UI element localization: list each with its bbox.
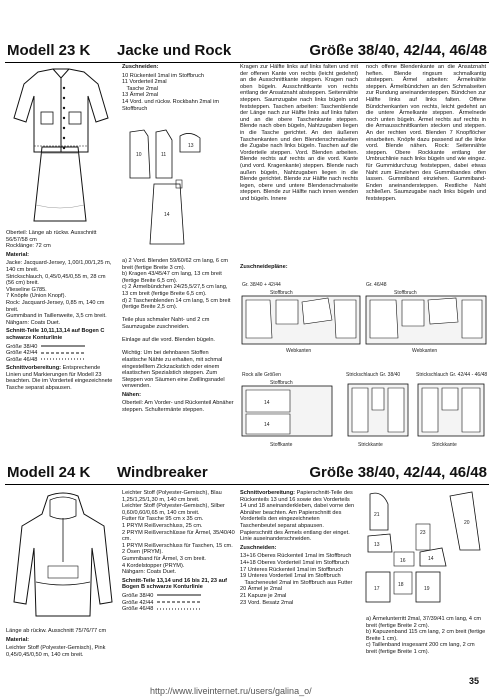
piece-label-14: 14 <box>164 212 170 218</box>
m24-cut-item: Tascheneutel 2mal im Stoffbruch aus Futter <box>240 579 353 586</box>
m23-skirt-drawing <box>20 145 100 225</box>
m24-mid-column <box>122 490 236 615</box>
plan1-label: Gr. 38/40 + 42/44 <box>242 282 281 288</box>
m23-pattern-pieces <box>124 128 232 248</box>
m23-cut-item: 13 Ärmel 2mal <box>122 92 159 99</box>
m23-garment-name: Jacke und Rock <box>117 42 232 59</box>
m24-garment-name: Windbreaker <box>117 464 208 481</box>
m23-cutting-plan-rock <box>240 370 340 450</box>
strick1-strickkante: Strickkante <box>358 442 383 448</box>
m23-header <box>5 40 489 63</box>
piece-label-10: 10 <box>136 152 142 158</box>
page-number: 35 <box>469 676 480 686</box>
m23-cut-column <box>122 64 234 114</box>
m24-windbreaker-drawing <box>8 492 118 622</box>
m24-sizes: Größe 38/40, 42/44, 46/48 <box>309 464 487 481</box>
m23-mid-text: a) 2 Vord. Blenden 59/60/62 cm lang, 6 cm breit (fertige Breite 3 cm). b) Kragen 43/45/47 cm lang, 13 cm breit (fertige Breite 6,5 cm). c) 2 Ärmelbündchen 24/25,5/27,5 cm lang, 13 cm breit (fertige Breite 6,5 cm). d) 2 Taschenblenden 14 cm lang, 5 cm breit (fertige Breite 2,5 cm). Teile plus schmaler Naht- und 2 cm Saumzugabe zuschneiden. Einlage auf die vord. Blenden bügeln. Wichtig: Um bei dehnbaren Stoffen elastische Nähte zu erhalten, mit schmal eingestelltem Zickzackstich oder einem elastischen Spezialstich steppen. Zum Steppen von Säumen eine Zwillingsnadel verwenden. <box>122 258 231 390</box>
strick1-heading: Strickschlauch Gr. 38/40 <box>346 372 401 378</box>
legend-line-dashed <box>41 351 85 355</box>
m23-cut-item: 11 Vorderteil 2mal <box>122 79 167 86</box>
legend-size-42: Größe 42/44 <box>122 599 154 606</box>
m23-parts-heading: Schnitt-Teile 10,11,13,14 auf Bogen C schwarze Konturlinie <box>6 328 105 341</box>
m24-right-column <box>366 616 486 658</box>
m23-model-title: Modell 23 K <box>7 42 91 59</box>
plan2-label: Gr. 46/48 <box>366 282 387 288</box>
m24-cut-item: 14+18 Oberes Vorderteil 1mal im Stoffbruch <box>240 559 349 566</box>
m24-cut-heading: Zuschneiden: <box>240 544 277 551</box>
m23-naehen-heading: Nähen: <box>122 391 141 398</box>
legend-line-solid <box>157 593 201 597</box>
piece-label-19: 19 <box>424 586 430 592</box>
m23-left-column <box>6 230 114 394</box>
m23-caption: Oberteil: Länge ab rückw. Ausschnitt 56/57/58 cm Rocklänge: 72 cm <box>6 230 97 250</box>
strick2-heading: Strickschlauch Gr. 42/44 - 46/48 <box>416 372 488 378</box>
m24-left-column <box>6 628 120 660</box>
m23-cutting-plan-strick2 <box>414 370 488 450</box>
m24-parts-heading: Schnitt-Teile 13,14 und 16 bis 21, 23 auf Bogen B schwarze Konturlinie <box>122 577 227 591</box>
m23-jacket-drawing <box>8 66 114 154</box>
m23-plans-heading: Zuschneidepläne: <box>240 264 288 270</box>
m24-header <box>5 462 489 485</box>
m24-prep-text: Papierschnitt-Teile des Rückenteils 13 und 16 sowie des Vorderteils 14 und 18 aneinanderkleben, dabei vorne den Abnäher beachten. Am Papierschnitt des Vorderteils den eingezeichneten Taschenbeutel separat abpausen. Papierschnitt des Ärmels entlang der einget. Linie auseinanderschneiden. <box>240 490 355 543</box>
m23-plans <box>240 264 480 273</box>
plan1-webkanten: Webkanten <box>286 348 312 354</box>
piece-label-16: 16 <box>400 558 406 564</box>
m23-material-heading: Material: <box>6 251 30 258</box>
plan1-stoffbruch: Stoffbruch <box>270 290 293 296</box>
legend-line-dashed <box>157 600 201 604</box>
rock-heading: Rock alle Größen <box>242 372 281 378</box>
m23-cutting-plan-2 <box>364 280 488 356</box>
rock-stoffkante: Stoffkante <box>270 442 293 448</box>
m24-cut-item: 23 Vord. Besatz 2mal <box>240 599 294 606</box>
m23-naehen-text: Oberteil: Am Vorder- und Rückenteil Abnäher steppen. Schultermänte steppen. <box>122 400 234 414</box>
m23-material-text: Jacke: Jacquard-Jersey, 1,00/1,00/1,25 m, 140 cm breit. Strickschlauch, 0,45/0,45/0,55 m, 28 cm (56 cm) breit. Vlieseline G785. 7 Knöpfe (Union Knopf). Rock: Jacquard-Jersey, 0,85 m, 140 cm breit. Gummiband in Taillenweite, 3,5 cm breit. Nähgarn: Coats Duet. <box>6 260 112 326</box>
m24-cut-item: 21 Kapuze je 2mal <box>240 592 287 599</box>
m24-cut-item: 19 Unteres Vorderteil 1mal im Stoffbruch <box>240 573 341 580</box>
legend-size-42: Größe 42/44 <box>6 350 38 357</box>
m24-cut-item: 20 Ärmel je 2mal <box>240 586 282 593</box>
m24-prep-heading: Schnittvorbereitung: <box>240 490 296 496</box>
m23-sizes: Größe 38/40, 42/44, 46/48 <box>309 42 487 59</box>
m24-model-title: Modell 24 K <box>7 464 91 481</box>
m23-cut-item: Tasche 2mal <box>122 85 158 92</box>
legend-line-solid <box>41 344 85 348</box>
piece-label-23: 23 <box>420 530 426 536</box>
piece-label-13: 13 <box>374 542 380 548</box>
m23-mid-column <box>122 258 234 416</box>
rock-stoffbruch: Stoffbruch <box>270 380 293 386</box>
m24-material-list: Leichter Stoff (Polyester-Gemisch), Blau 1,25/1,25/1,30 m, 140 cm breit. Leichter Stoff (Polyester-Gemisch), Silber 0,60/0,60/0,65 m, 140 cm breit. Futter für Tasche 95 cm x 35 cm. 1 PRYM Reißverschluss, 25 cm. 2 PRYM Reißverschlüsse für Ärmel, 35/40/40 cm. 1 PRYM Reißverschluss für Taschen, 15 cm. 2 Ösen (PRYM). Gummiband für Ärmel, 3 cm breit. 4 Kordelstopper (PRYM). Nähgarn: Coats Duet. <box>122 490 235 576</box>
svg-text:14: 14 <box>264 400 270 406</box>
legend-size-46: Größe 46/48 <box>6 356 38 363</box>
piece-label-17: 17 <box>374 586 380 592</box>
m23-sewing-text-2: noch offene Blendenkante an die Ansatznaht heften. Blende ringsum schmalkantig absteppen. Ärmel arbeiten: Ärmelnähte steppen. Ärmelbündchen an den Schmalseiten zur Rundung aneinandersteppen. Bündchen zur Hälfte links auf links falten. Offene Bündchenkanten von rechts, leicht gedehnt an die untere Ärmelkante steppen. Ärmelnede noch unten bügeln. Ärmel rechts auf rechts in die Armausschnittkanten stecken und steppen. An der rechten vord. Blenden 7 Knopflöcher einarbeiten. Knöpfe dazu passend auf die linke vord. Blende nähen. Rock: Seitennähte steppen. Obere Rockkante entlang der Umbruchlinie nach links bügeln und wie eingez. für Gummidurchzug feststeppen, dabei etwas Naht zum Einziehen des Gummibandes offen lassen. Gummiband einziehen. Gummiband-Enden aneinandersteppen. Restliche Naht schließen. Saumzugabe nach links bügeln und feststeppen. <box>366 64 486 202</box>
m24-legend <box>122 593 236 613</box>
m23-cutting-plan-1 <box>240 280 362 356</box>
m23-cut-heading: Zuschneiden: <box>122 64 159 70</box>
m24-material-text: Leichter Stoff (Polyester-Gemisch), Pink 0,45/0,45/0,50 m, 140 cm breit. <box>6 645 106 658</box>
piece-label-21: 21 <box>374 512 380 518</box>
piece-label-11: 11 <box>161 152 167 158</box>
m24-prep-column <box>240 490 356 606</box>
m24-pattern-pieces <box>360 490 488 612</box>
piece-label-20: 20 <box>464 520 470 526</box>
m23-text-column-3 <box>240 64 358 204</box>
m23-prep-text: Entsprechende Linien und Markierungen für Modell 23 beachten. Die im Vorderteil eingezeichnete Tasche separat abpausen. <box>6 365 113 392</box>
piece-label-13: 13 <box>188 143 194 149</box>
m23-cut-item: 14 Vord. und rückw. Rockbahn 2mal im Stoffbruch <box>122 98 220 112</box>
m23-cut-item: 10 Rückenteil 1mal im Stoffbruch <box>122 72 204 79</box>
plan2-webkanten: Webkanten <box>412 348 438 354</box>
plan2-stoffbruch: Stoffbruch <box>394 290 417 296</box>
m23-text-column-4 <box>366 64 486 204</box>
m24-right-text: a) Ärmelunterritt 2mal, 37/39/41 cm lang, 4 cm breit (fertige Breite 2 cm). b) Kapuzenband 115 cm lang, 2 cm breit (fertige Breite 1 cm). c) Taillenband insgesamt 200 cm lang, 2 cm breit (fertige Breite 1 cm). <box>366 616 486 655</box>
footer-url: http://www.liveinternet.ru/users/galina_o/ <box>150 686 312 696</box>
m23-cutting-plan-strick1 <box>344 370 412 450</box>
m24-cut-item: 17 Unteres Rückenteil 1mal im Stoffbruch <box>240 566 344 573</box>
legend-line-dotted <box>41 357 85 361</box>
m24-material-heading: Material: <box>6 636 30 643</box>
m23-legend <box>6 344 114 364</box>
legend-size-38: Größe 38/40 <box>122 592 154 599</box>
legend-size-38: Größe 38/40 <box>6 343 38 350</box>
m23-prep-heading: Schnittvorbereitung: <box>6 365 62 372</box>
legend-size-46: Größe 46/48 <box>122 606 154 613</box>
m24-cut-item: 13+16 Oberes Rückenteil 1mal im Stoffbruch <box>240 553 352 560</box>
svg-text:14: 14 <box>264 422 270 428</box>
strick2-strickkante: Strickkante <box>432 442 457 448</box>
m23-sewing-text-1: Kragen zur Hälfte links auf links falten und mit der offenen Kante von rechts (leicht gedehnt) an die Ausschnittkante steppen. Kragen nach oben bügeln. Ausschnittkante von rechts entlang der Ansatznaht absteppen. Seitennähte steppen. Saumzugabe nach links bügeln und feststeppen. Taschen arbeiten: Taschenblende der Länge nach zur Hälfte links auf links falten und an die obere Taschenkante steppen. Blende nach oben bügeln, Nahtzugaben liegen in die Tasche gerichtet. An den äußeren Taschenkanten und den Blendenschmalseiten die Zugabe nach links bügeln. Taschen auf die Vorderteile steppen. Vord. Blenden arbeiten. Blende rechts auf rechts an die vord. Kante (und vord. Kragenkante) steppen. Blende nach außen bügeln, Nahtzugaben liegen in die Blende gerichtet. Blende zur Hälfte nach rechts legen, obere und untere Blendenschmalseite steppen. Blende zur Hälfte nach innen wenden und bügeln. Innere <box>240 64 358 202</box>
piece-label-18: 18 <box>398 582 404 588</box>
piece-label-14: 14 <box>428 556 434 562</box>
legend-line-dotted <box>157 607 201 611</box>
m24-caption: Länge ab rückw. Ausschnitt 75/76/77 cm <box>6 628 107 634</box>
